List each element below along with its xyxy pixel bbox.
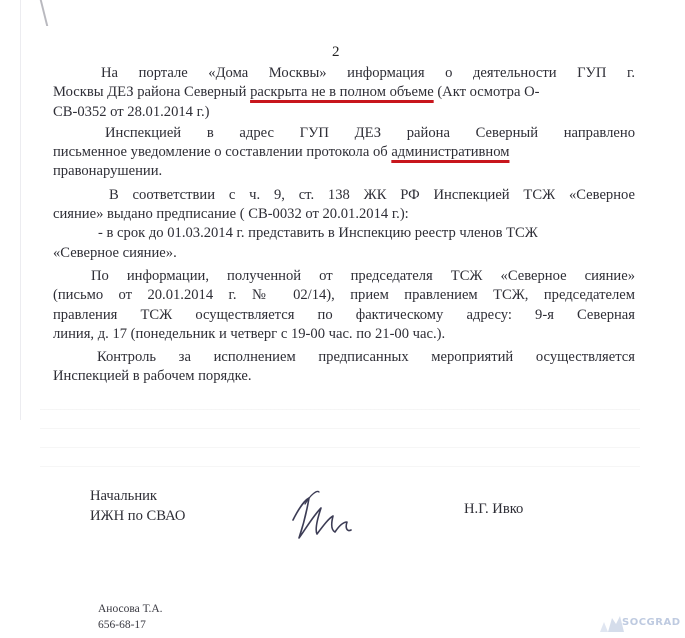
- paragraph-notification: [53, 124, 635, 182]
- paragraph-line: (письмо от 20.01.2014 г. № 02/14), прием правлением ТСЖ, председателем: [53, 287, 635, 304]
- paragraph-line: По информации, полученной от председателя ТСЖ «Северное сияние»: [91, 267, 635, 284]
- text-fragment: письменное уведомление о составлении протокола об: [53, 144, 392, 161]
- paragraph-reception: [53, 267, 635, 344]
- paragraph-line: правонарушении.: [53, 163, 163, 180]
- signatory-title: [90, 486, 185, 526]
- paragraph-line: [53, 143, 635, 162]
- executor-phone: 656-68-17: [98, 619, 146, 631]
- paragraph-line: линия, д. 17 (понедельник и четверг с 19-00 час. по 21-00 час.).: [53, 325, 446, 342]
- page-number: 2: [332, 44, 340, 60]
- handwritten-signature: [285, 486, 365, 552]
- paragraph-line: В соответствии с ч. 9, ст. 138 ЖК РФ Инспекцией ТСЖ «Северное: [109, 186, 635, 203]
- page-edge: [20, 0, 51, 420]
- paragraph-line: Контроль за исполнением предписанных мероприятий осуществляется: [97, 349, 635, 366]
- signatory-name: Н.Г. Ивко: [464, 501, 524, 517]
- executor-info: [98, 601, 163, 633]
- letter-body: [53, 64, 635, 387]
- paragraph-line: - в срок до 01.03.2014 г. представить в Инспекцию реестр членов ТСЖ: [98, 225, 538, 242]
- paragraph-line: [53, 83, 635, 102]
- paragraph-line: Инспекцией в адрес ГУП ДЕЗ района Северный направлено: [105, 124, 635, 141]
- watermark-text: SOCGRAD: [622, 617, 681, 628]
- text-fragment: Москвы ДЕЗ района Северный: [53, 84, 251, 101]
- paragraph-line: На порталe «Дома Москвы» информация о деятельности ГУП г.: [101, 65, 635, 81]
- paragraph-line: Инспекцией в рабочем порядке.: [53, 368, 252, 385]
- signatory-position: Начальник: [90, 488, 158, 504]
- paragraph-control: [53, 348, 635, 387]
- paragraph-line: правления ТСЖ осуществляется по фактическому адресу: 9-я Северная: [53, 306, 635, 323]
- paragraph-portal-info: [53, 64, 635, 122]
- paragraph-line: СВ-0352 от 28.01.2014 г.): [53, 103, 210, 120]
- bleed-through-text: [40, 395, 640, 485]
- paragraph-line: «Северное сияние».: [53, 244, 177, 261]
- executor-name: Аносова Т.А.: [98, 603, 163, 615]
- highlighted-phrase: раскрыта не в полном объеме: [250, 84, 434, 101]
- signatory-department: ИЖН по СВАО: [90, 508, 186, 524]
- paragraph-line: сияние» выдано предписание ( СВ-0032 от 20.01.2014 г.):: [53, 206, 409, 223]
- text-fragment: (Акт осмотра О-: [433, 84, 540, 101]
- paragraph-order: [53, 186, 635, 263]
- highlighted-phrase: административном: [391, 144, 510, 161]
